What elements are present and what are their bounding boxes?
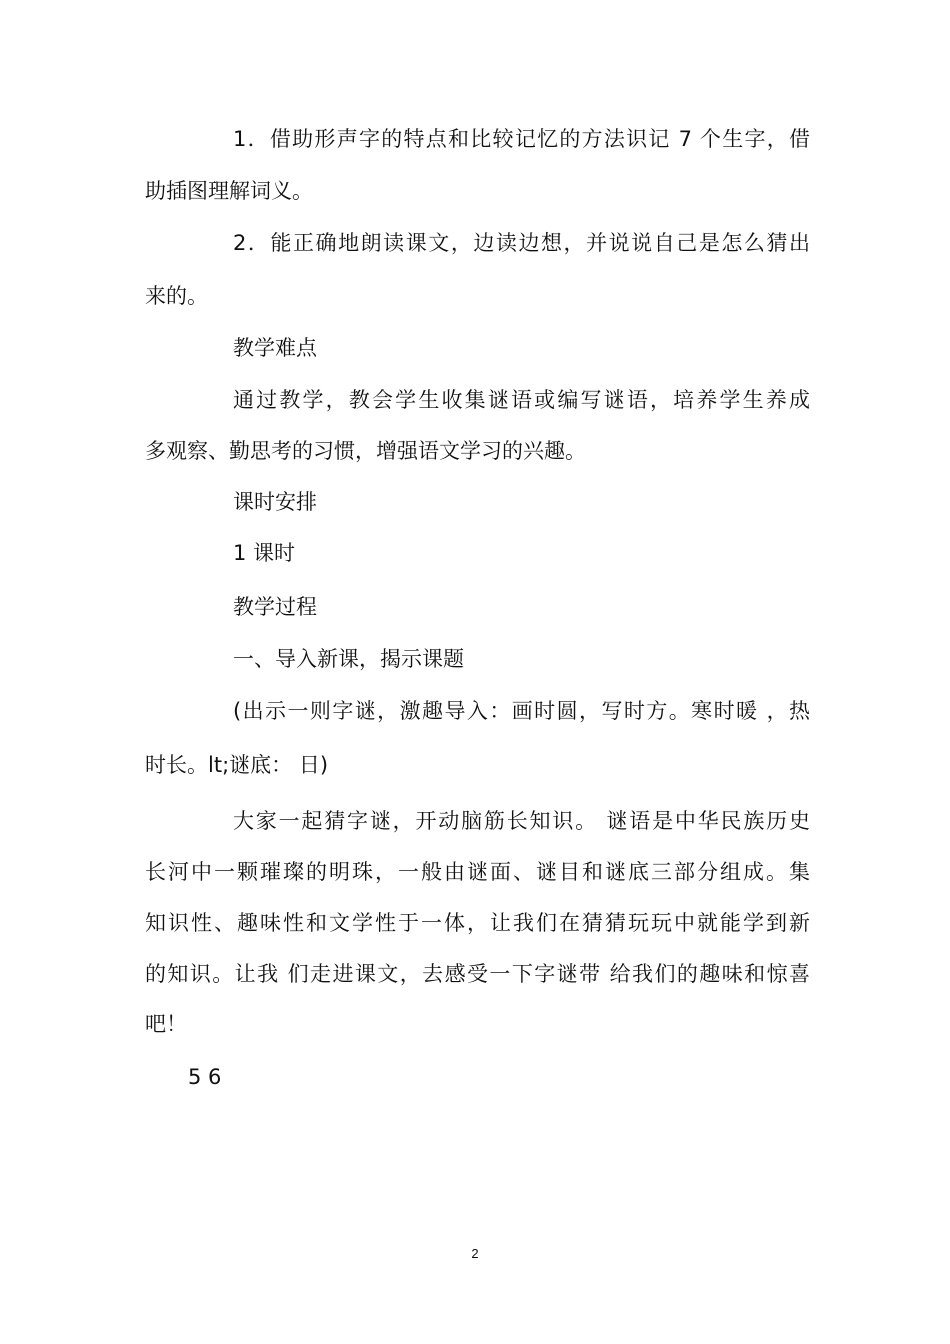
stray-numbers: 5 6 [188,1065,222,1089]
intro-line-2: 长河中一颗璀璨的明珠，一般由谜面、谜目和谜底三部分组成。集 [145,860,810,884]
objective-2-line-2: 来的。 [145,284,208,308]
heading-schedule: 课时安排 [233,490,317,514]
intro-line-4: 的知识。让我 们走进课文，去感受一下字谜带 给我们的趣味和惊喜 [145,962,810,986]
schedule-value: 1 课时 [233,541,296,565]
heading-teaching-difficulty: 教学难点 [233,336,317,360]
objective-2-line-1: 2．能正确地朗读课文，边读边想，并说说自己是怎么猜出 [233,231,810,255]
intro-line-5: 吧！ [145,1012,187,1036]
difficulty-line-1: 通过教学，教会学生收集谜语或编写谜语，培养学生养成 [233,388,810,412]
page-number: 2 [471,1246,479,1261]
riddle-line-2: 时长。lt;谜底： 日) [145,753,329,777]
intro-line-3: 知识性、趣味性和文学性于一体，让我们在猜猜玩玩中就能学到新 [145,911,810,935]
objective-1-line-1: 1．借助形声字的特点和比较记忆的方法识记 7 个生字，借 [233,127,810,151]
objective-1-line-2: 助插图理解词义。 [145,179,313,203]
heading-teaching-process: 教学过程 [233,595,317,619]
intro-line-1: 大家一起猜字谜，开动脑筋长知识。 谜语是中华民族历史 [233,809,810,833]
riddle-line-1: (出示一则字谜，激趣导入：画时圆，写时方。寒时暖 ，热 [233,699,810,723]
difficulty-line-2: 多观察、勤思考的习惯，增强语文学习的兴趣。 [145,439,586,463]
section-1-heading: 一、导入新课，揭示课题 [233,647,464,671]
